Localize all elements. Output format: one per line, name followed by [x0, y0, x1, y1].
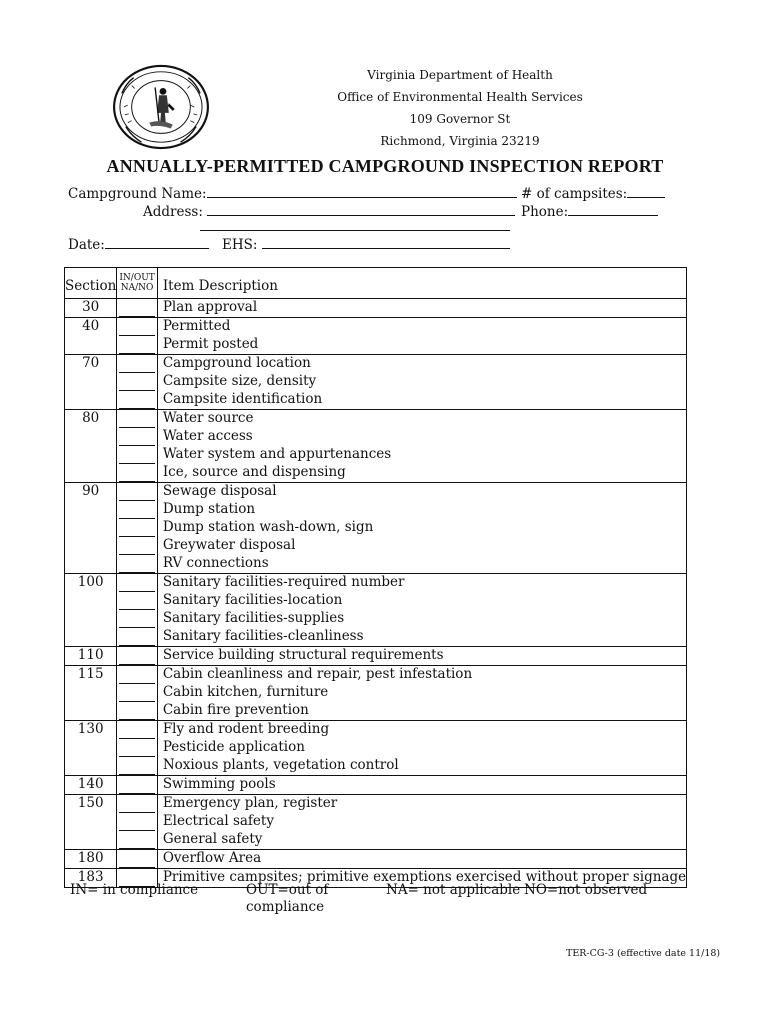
status-cell[interactable]	[117, 410, 157, 429]
table-row	[65, 428, 687, 446]
item-description: Pesticide application	[157, 739, 686, 757]
legend-out	[246, 882, 328, 916]
item-description: Emergency plan, register	[157, 795, 686, 814]
status-entry-line[interactable]	[119, 850, 154, 868]
item-description: Overflow Area	[157, 850, 686, 869]
status-cell[interactable]	[117, 574, 157, 593]
street-address: 109 Governor St	[409, 112, 511, 126]
status-entry-line[interactable]	[119, 446, 154, 464]
status-cell[interactable]	[117, 373, 157, 391]
item-description: Swimming pools	[157, 776, 686, 795]
section-header: Section	[65, 268, 117, 299]
status-cell[interactable]	[117, 336, 157, 355]
status-entry-line[interactable]	[119, 795, 154, 813]
phone-line[interactable]	[568, 201, 658, 216]
section-number: 80	[65, 410, 117, 429]
item-description: Sewage disposal	[157, 483, 686, 502]
section-number: 40	[65, 318, 117, 337]
status-cell[interactable]	[117, 647, 157, 666]
table-row	[65, 628, 687, 647]
section-number: 180	[65, 850, 117, 869]
status-cell[interactable]	[117, 501, 157, 519]
table-row	[65, 446, 687, 464]
table-row	[65, 410, 687, 429]
item-description: Permitted	[157, 318, 686, 337]
status-entry-line[interactable]	[119, 391, 154, 409]
status-entry-line[interactable]	[119, 501, 154, 519]
legend-out-line1: OUT=out of	[246, 882, 329, 898]
section-number	[65, 702, 117, 721]
status-entry-line[interactable]	[119, 299, 154, 317]
table-row	[65, 610, 687, 628]
section-number	[65, 336, 117, 355]
table-row	[65, 684, 687, 702]
city-address: Richmond, Virginia 23219	[380, 134, 540, 148]
item-description: RV connections	[157, 555, 686, 574]
table-row	[65, 702, 687, 721]
status-cell[interactable]	[117, 592, 157, 610]
status-cell[interactable]	[117, 721, 157, 740]
status-entry-line[interactable]	[119, 574, 154, 592]
status-cell[interactable]	[117, 684, 157, 702]
section-number: 150	[65, 795, 117, 814]
section-number	[65, 464, 117, 483]
table-row	[65, 592, 687, 610]
section-number	[65, 555, 117, 574]
table-body	[65, 299, 687, 888]
legend-no: NO=not observed	[524, 882, 648, 898]
section-number	[65, 501, 117, 519]
section-number	[65, 537, 117, 555]
table-row	[65, 501, 687, 519]
item-description: Greywater disposal	[157, 537, 686, 555]
section-number: 183	[65, 869, 117, 888]
section-number	[65, 373, 117, 391]
status-entry-line[interactable]	[119, 739, 154, 757]
table-row	[65, 391, 687, 410]
form-code: TER-CG-3 (effective date 11/18)	[566, 948, 721, 959]
table-row	[65, 299, 687, 318]
status-entry-line[interactable]	[119, 702, 154, 720]
ehs-label: EHS:	[222, 237, 258, 253]
item-description: Cabin kitchen, furniture	[157, 684, 686, 702]
section-number: 70	[65, 355, 117, 374]
campground-name-field[interactable]	[68, 183, 517, 202]
status-entry-line[interactable]	[119, 757, 154, 775]
item-description: Sanitary facilities-required number	[157, 574, 686, 593]
status-cell[interactable]	[117, 739, 157, 757]
status-header	[117, 268, 157, 299]
status-entry-line[interactable]	[119, 318, 154, 336]
legend-in: IN= in compliance	[70, 882, 199, 898]
table-row	[65, 813, 687, 831]
page-title: ANNUALLY-PERMITTED CAMPGROUND INSPECTION REPORT	[106, 156, 664, 176]
section-number: 30	[65, 299, 117, 318]
status-entry-line[interactable]	[119, 628, 154, 646]
item-description: Dump station wash-down, sign	[157, 519, 686, 537]
table-row	[65, 519, 687, 537]
campsites-line[interactable]	[627, 183, 665, 198]
status-cell[interactable]	[117, 428, 157, 446]
item-description: Sanitary facilities-cleanliness	[157, 628, 686, 647]
status-entry-line[interactable]	[119, 428, 154, 446]
status-entry-line[interactable]	[119, 666, 154, 684]
ehs-field[interactable]	[222, 234, 510, 253]
status-cell[interactable]	[117, 813, 157, 831]
section-number: 100	[65, 574, 117, 593]
status-entry-line[interactable]	[119, 483, 154, 501]
item-description: Noxious plants, vegetation control	[157, 757, 686, 776]
table-row	[65, 647, 687, 666]
item-description: Water access	[157, 428, 686, 446]
table-row	[65, 850, 687, 869]
status-entry-line[interactable]	[119, 519, 154, 537]
status-entry-line[interactable]	[119, 555, 154, 573]
section-number	[65, 831, 117, 850]
status-cell[interactable]	[117, 299, 157, 318]
item-description: Permit posted	[157, 336, 686, 355]
section-number	[65, 813, 117, 831]
table-row	[65, 373, 687, 391]
status-entry-line[interactable]	[119, 776, 154, 794]
campground-name-line[interactable]	[207, 183, 517, 198]
status-entry-line[interactable]	[119, 592, 154, 610]
address-line-2[interactable]	[200, 230, 510, 231]
item-description: Dump station	[157, 501, 686, 519]
status-cell[interactable]	[117, 628, 157, 647]
legend-na: NA= not applicable	[386, 882, 521, 898]
status-header-line2: NA/NO	[120, 283, 154, 293]
item-description: Plan approval	[157, 299, 686, 318]
item-description: Fly and rodent breeding	[157, 721, 686, 740]
item-description: Sanitary facilities-location	[157, 592, 686, 610]
table-row	[65, 757, 687, 776]
campground-name-label: Campground Name:	[68, 186, 207, 202]
item-description: Water source	[157, 410, 686, 429]
virginia-state-seal-icon	[112, 64, 210, 150]
status-entry-line[interactable]	[119, 373, 154, 391]
item-description: Campsite size, density	[157, 373, 686, 391]
table-row	[65, 721, 687, 740]
status-cell[interactable]	[117, 666, 157, 685]
campsites-field[interactable]	[521, 183, 665, 202]
office-name: Office of Environmental Health Services	[337, 90, 583, 104]
status-cell[interactable]	[117, 555, 157, 574]
table-row	[65, 739, 687, 757]
status-cell[interactable]	[117, 391, 157, 410]
item-description: Sanitary facilities-supplies	[157, 610, 686, 628]
item-description: Ice, source and dispensing	[157, 464, 686, 483]
phone-field[interactable]	[521, 201, 658, 220]
campsites-label: # of campsites:	[521, 186, 628, 202]
item-description: Cabin cleanliness and repair, pest infestation	[157, 666, 686, 685]
status-cell[interactable]	[117, 776, 157, 795]
status-entry-line[interactable]	[119, 355, 154, 373]
item-description: Campsite identification	[157, 391, 686, 410]
ehs-line[interactable]	[262, 234, 510, 249]
section-number	[65, 592, 117, 610]
table-row	[65, 555, 687, 574]
section-number	[65, 757, 117, 776]
table-row	[65, 336, 687, 355]
section-number: 130	[65, 721, 117, 740]
table-row	[65, 483, 687, 502]
status-entry-line[interactable]	[119, 831, 154, 849]
status-entry-line[interactable]	[119, 684, 154, 702]
section-number: 115	[65, 666, 117, 685]
item-description: Cabin fire prevention	[157, 702, 686, 721]
status-cell[interactable]	[117, 757, 157, 776]
item-description: Water system and appurtenances	[157, 446, 686, 464]
status-entry-line[interactable]	[119, 813, 154, 831]
date-label: Date:	[68, 237, 105, 253]
status-cell[interactable]	[117, 702, 157, 721]
inspection-table	[64, 267, 687, 888]
section-number	[65, 628, 117, 647]
section-number	[65, 739, 117, 757]
section-number	[65, 684, 117, 702]
address-line[interactable]	[207, 201, 515, 216]
status-entry-line[interactable]	[119, 721, 154, 739]
table-row	[65, 795, 687, 814]
status-entry-line[interactable]	[119, 410, 154, 428]
section-number: 90	[65, 483, 117, 502]
date-field[interactable]	[68, 234, 209, 253]
table-header-row	[65, 268, 687, 299]
section-number	[65, 446, 117, 464]
table-row	[65, 666, 687, 685]
status-cell[interactable]	[117, 537, 157, 555]
section-number	[65, 428, 117, 446]
section-number: 140	[65, 776, 117, 795]
status-cell[interactable]	[117, 446, 157, 464]
status-cell[interactable]	[117, 519, 157, 537]
section-number	[65, 391, 117, 410]
table-row	[65, 318, 687, 337]
status-cell[interactable]	[117, 464, 157, 483]
section-number	[65, 519, 117, 537]
table-row	[65, 355, 687, 374]
status-cell[interactable]	[117, 610, 157, 628]
address-field[interactable]	[143, 201, 515, 220]
table-row	[65, 464, 687, 483]
legend-out-line2: compliance	[246, 899, 325, 915]
status-entry-line[interactable]	[119, 647, 154, 665]
status-entry-line[interactable]	[119, 537, 154, 555]
status-header-line1: IN/OUT	[119, 273, 155, 283]
description-header: Item Description	[157, 268, 686, 299]
status-entry-line[interactable]	[119, 464, 154, 482]
status-cell[interactable]	[117, 850, 157, 869]
item-description: Service building structural requirements	[157, 647, 686, 666]
status-entry-line[interactable]	[119, 336, 154, 354]
status-cell[interactable]	[117, 795, 157, 814]
table-row	[65, 776, 687, 795]
address-label: Address:	[143, 204, 203, 220]
item-description: Campground location	[157, 355, 686, 374]
section-number: 110	[65, 647, 117, 666]
item-description: General safety	[157, 831, 686, 850]
table-row	[65, 574, 687, 593]
item-description: Primitive campsites; primitive exemptions exercised without proper signage	[157, 869, 686, 888]
status-entry-line[interactable]	[119, 610, 154, 628]
table-row	[65, 831, 687, 850]
status-cell[interactable]	[117, 483, 157, 502]
table-row	[65, 537, 687, 555]
section-number	[65, 610, 117, 628]
date-line[interactable]	[105, 234, 209, 249]
agency-name: Virginia Department of Health	[367, 68, 553, 82]
status-cell[interactable]	[117, 318, 157, 337]
phone-label: Phone:	[521, 204, 569, 220]
item-description: Electrical safety	[157, 813, 686, 831]
status-cell[interactable]	[117, 831, 157, 850]
status-cell[interactable]	[117, 355, 157, 374]
